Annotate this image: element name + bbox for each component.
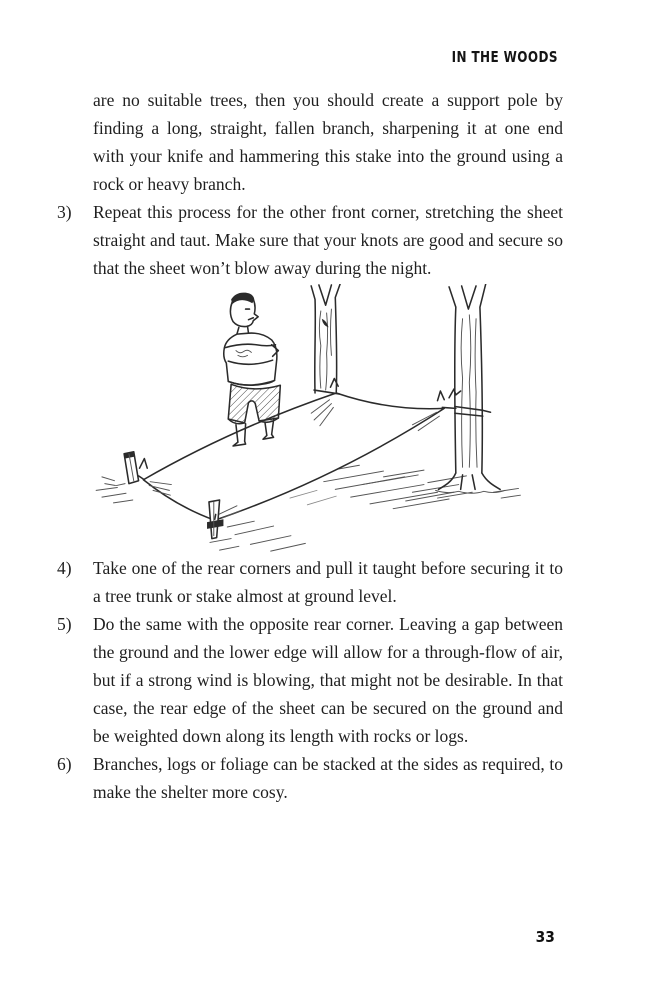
list-item-number: 6)	[57, 754, 72, 774]
list-item-number: 5)	[57, 614, 72, 634]
shelter-illustration	[57, 282, 563, 554]
list-item	[57, 554, 563, 610]
numbered-list-before-figure	[57, 198, 563, 282]
ground-hatching-front	[210, 521, 305, 551]
numbered-list-after-figure	[57, 554, 563, 806]
page-number: 33	[535, 928, 555, 946]
running-header: IN THE WOODS	[451, 48, 558, 66]
list-item	[57, 610, 563, 750]
list-item-text: Do the same with the opposite rear corner. Leaving a gap between the ground and the lower edge will allow for a through-flow of air, but if a strong wind is blowing, that might not be desirable. In that case, the rear edge of the sheet can be secured on the ground and be weighted down along its length with rocks or logs.	[93, 614, 563, 746]
list-item	[57, 198, 563, 282]
list-item-number: 4)	[57, 558, 72, 578]
right-tree	[436, 284, 505, 493]
list-item-text: Repeat this process for the other front corner, stretching the sheet straight and taut. Make sure that your knots are good and secure so that the sheet won’t blow away during the night.	[93, 202, 563, 278]
list-item-text: Take one of the rear corners and pull it taught before securing it to a tree trunk or stake almost at ground level.	[93, 558, 563, 606]
list-item-number: 3)	[57, 202, 72, 222]
page-body	[57, 86, 563, 806]
list-item-text: Branches, logs or foliage can be stacked at the sides as required, to make the shelter more cosy.	[93, 754, 563, 802]
tarp-sheet	[143, 379, 490, 521]
middle-tree	[311, 284, 340, 393]
list-item	[57, 750, 563, 806]
paragraph-continuation: are no suitable trees, then you should create a support pole by finding a long, straight, fallen branch, sharpening it at one end with your knife and hammering this stake into the ground using a rock or heavy branch.	[93, 90, 563, 194]
shelter-illustration-svg	[73, 284, 561, 554]
